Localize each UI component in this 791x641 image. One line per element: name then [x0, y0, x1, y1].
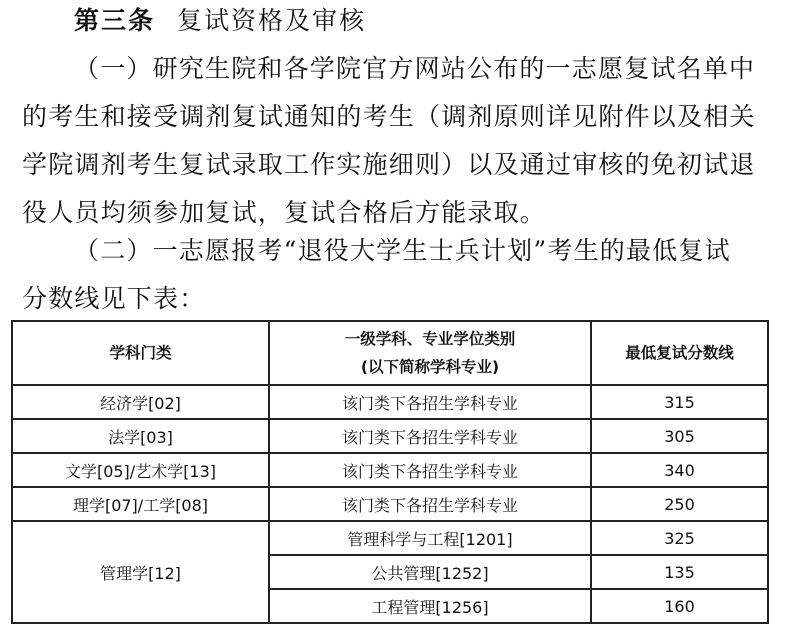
- paragraph-line: 的考生和接受调剂复试通知的考生（调剂原则详见附件以及相关: [22, 102, 756, 131]
- article-heading: [74, 6, 366, 36]
- header-discipline-line1: 一级学科、专业学位类别: [344, 330, 516, 348]
- paragraph-1: [22, 54, 762, 246]
- cell-score: 340: [591, 453, 768, 487]
- cell-discipline: 管理科学与工程[1201]: [269, 521, 591, 555]
- header-score: 最低复试分数线: [591, 321, 768, 385]
- table-header-row: [12, 321, 768, 385]
- cell-score: 305: [591, 419, 768, 453]
- cell-category: 理学[07]/工学[08]: [12, 487, 269, 521]
- paragraph-line: 役人员均须参加复试，复试合格后方能录取。: [22, 198, 547, 227]
- cell-discipline: 工程管理[1256]: [269, 589, 591, 623]
- cell-category: 法学[03]: [12, 419, 269, 453]
- cell-score: 315: [591, 385, 768, 419]
- article-number: 第三条: [74, 6, 156, 35]
- cell-discipline: 公共管理[1252]: [269, 555, 591, 589]
- table-row: [12, 453, 768, 487]
- cell-score: 160: [591, 589, 768, 623]
- header-discipline-line2: (以下简称学科专业): [360, 358, 500, 376]
- article-title: 复试资格及审核: [177, 6, 367, 35]
- header-category: 学科门类: [12, 321, 269, 385]
- cell-category: 经济学[02]: [12, 385, 269, 419]
- cell-category: 文学[05]/艺术学[13]: [12, 453, 269, 487]
- paragraph-line: （二）一志愿报考“退役大学生士兵计划”考生的最低复试: [74, 236, 731, 265]
- paragraph-2: [22, 236, 762, 332]
- cell-score: 250: [591, 487, 768, 521]
- cell-category-management: 管理学[12]: [12, 521, 269, 623]
- cell-discipline: 该门类下各招生学科专业: [269, 385, 591, 419]
- paragraph-line: 学院调剂考生复试录取工作实施细则）以及通过审核的免初试退: [22, 150, 756, 179]
- cell-discipline: 该门类下各招生学科专业: [269, 453, 591, 487]
- table-row: [12, 487, 768, 521]
- cell-score: 325: [591, 521, 768, 555]
- score-table: [11, 320, 769, 624]
- paragraph-line: （一）研究生院和各学院官方网站公布的一志愿复试名单中: [74, 54, 756, 83]
- cell-discipline: 该门类下各招生学科专业: [269, 419, 591, 453]
- cell-score: 135: [591, 555, 768, 589]
- cell-discipline: 该门类下各招生学科专业: [269, 487, 591, 521]
- table-row: [12, 419, 768, 453]
- table-row: [12, 521, 768, 555]
- paragraph-line: 分数线见下表：: [22, 284, 206, 313]
- header-discipline: [269, 321, 591, 385]
- table-row: [12, 385, 768, 419]
